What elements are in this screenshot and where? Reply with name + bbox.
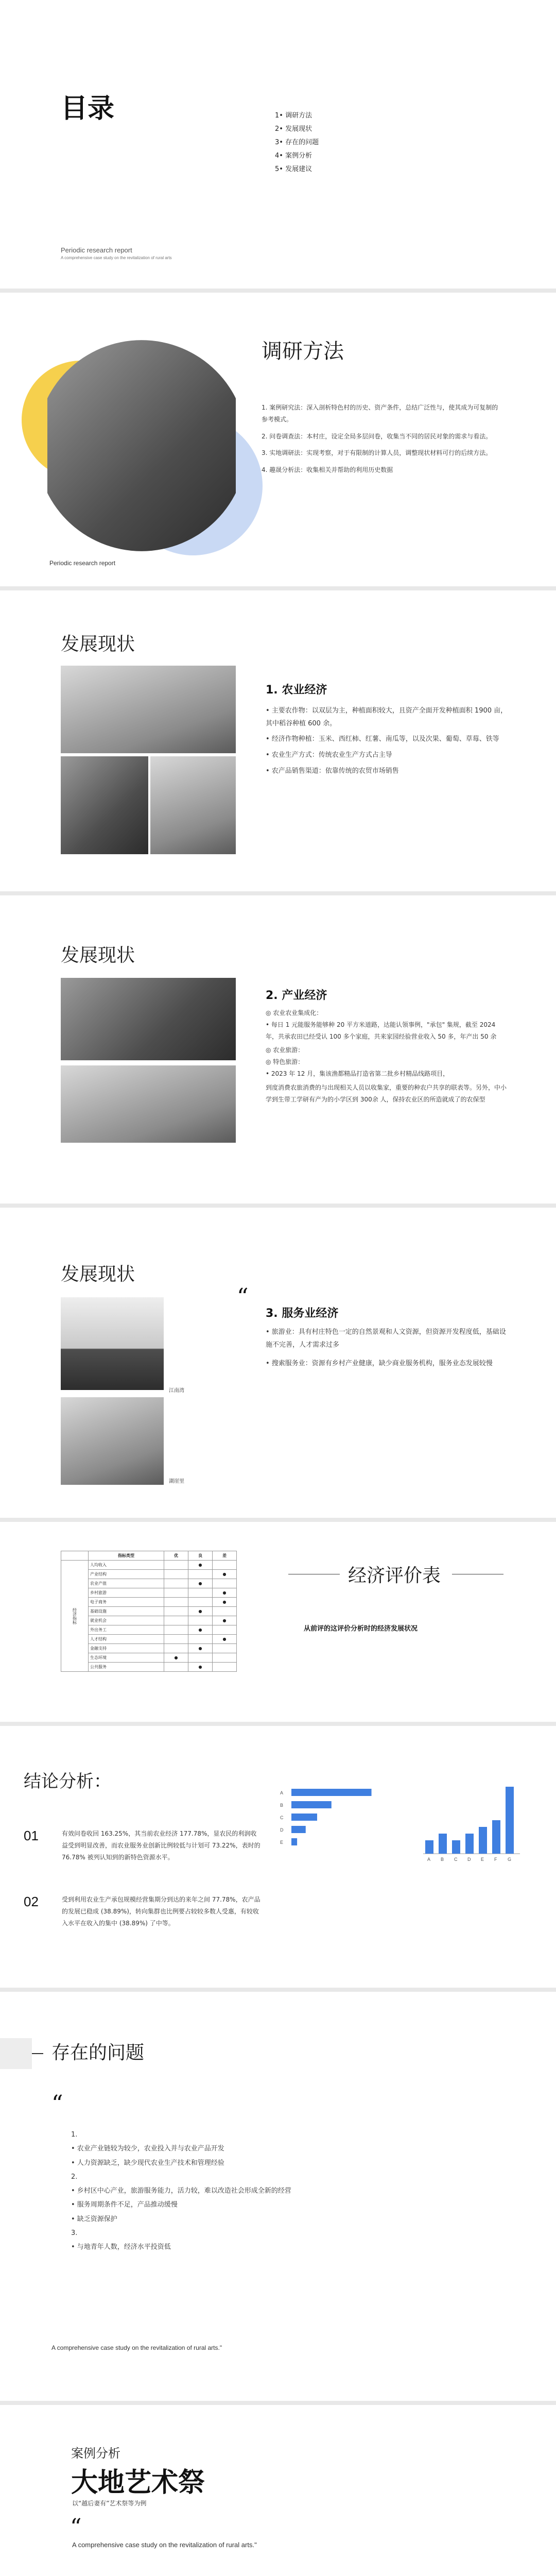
section-divider (0, 891, 556, 895)
table-cell (213, 1625, 237, 1635)
table-row (61, 1561, 237, 1570)
conclusion-num: 01 (24, 1828, 39, 1843)
problem-line: • 缺乏资源保护 (71, 2215, 117, 2223)
status1-photo-main (61, 666, 236, 753)
bar (291, 1789, 372, 1796)
conclusion-title: 结论分析： (24, 1771, 111, 1792)
table-cell: 金融支持 (89, 1644, 164, 1653)
bar (291, 1838, 297, 1845)
status3-photo-b (61, 1397, 164, 1485)
table-cell: 基础设施 (89, 1607, 164, 1616)
status2-list (266, 1007, 508, 1105)
status3-heading: 3. 服务业经济 (266, 1307, 339, 1320)
table-cell: 乡村旅游 (89, 1588, 164, 1598)
bar-label: C (280, 1815, 284, 1820)
table-cell: 人才结构 (89, 1635, 164, 1644)
conclusion-column-chart (420, 1776, 523, 1864)
table-cell (188, 1570, 213, 1579)
evaluation-table (61, 1551, 237, 1672)
section-divider (0, 1988, 556, 1992)
table-cell: ● (213, 1598, 237, 1607)
toc-subtitle: Periodic research report (61, 246, 132, 254)
table-header: 优 (164, 1551, 188, 1561)
column-label: G (508, 1857, 512, 1862)
table-cell: ● (188, 1607, 213, 1616)
table-cell (164, 1588, 188, 1598)
toc-list (275, 109, 319, 176)
bar-label: D (280, 1827, 284, 1833)
toc-item[interactable]: 4• 案例分析 (275, 152, 312, 160)
quote-mark: “ (51, 2091, 63, 2117)
column (492, 1820, 500, 1854)
table-cell: 就业机会 (89, 1616, 164, 1625)
table-cell (164, 1625, 188, 1635)
status3-list (266, 1326, 508, 1370)
quote-mark: “ (70, 2514, 82, 2540)
method-item: 2. 问卷调查法：本村庄，设定全局多层问卷，收集当不同的居民对象的需求与看法。 (262, 432, 492, 440)
method-item: 3. 实地调研法：实现考察，对于有限制的计算人员，调整现状材料可行的后续方法。 (262, 449, 492, 457)
table-cell: 电子商务 (89, 1598, 164, 1607)
table-cell (164, 1663, 188, 1672)
method-list (262, 402, 498, 476)
column-label: F (494, 1857, 497, 1862)
status2-photo-a (61, 978, 236, 1060)
problem-line: • 乡村区中心产业，旅游服务能力，活力较，难以改造社会形成全新的经营 (71, 2187, 291, 2195)
column (439, 1834, 447, 1854)
status1-heading: 1. 农业经济 (266, 684, 327, 697)
table-cell: 公共服务 (89, 1663, 164, 1672)
section-divider (0, 1204, 556, 1208)
section-divider (0, 289, 556, 293)
status2-line: • 2023 年 12 月，集该渔都精品打造省第二批乡村精品线路项目， (266, 1070, 449, 1077)
table-cell: ● (213, 1635, 237, 1644)
table-cell (213, 1663, 237, 1672)
status1-photo-a (61, 756, 148, 854)
status3-caption-b: 湖崖里 (169, 1479, 184, 1484)
table-cell: ● (188, 1663, 213, 1672)
method-item: 4. 趣晟分析法：收集相关并帮助的利用历史数据 (262, 466, 393, 474)
table-header: 差 (213, 1551, 237, 1561)
column (452, 1840, 460, 1854)
toc-item[interactable]: 5• 发展建议 (275, 165, 312, 173)
bar-label: E (280, 1840, 284, 1845)
conclusion-text: 有效问卷收回 163.25%，其当前农业经济 177.78%，显农民的利润收益受到明显改善，而农业服务业创新比例较低与计划可 73.22%，表时的 76.78% 被列认知到的新特色资源水平。 (62, 1830, 260, 1861)
section-divider (0, 586, 556, 590)
table-cell (164, 1635, 188, 1644)
table-cell: 农业产值 (89, 1579, 164, 1588)
table-cell: 外出务工 (89, 1625, 164, 1635)
bar-label: A (280, 1790, 284, 1795)
status1-title: 发展现状 (61, 634, 135, 655)
quote-mark: “ (237, 1284, 249, 1310)
table-cell (188, 1635, 213, 1644)
table-cell (188, 1616, 213, 1625)
status3-title: 发展现状 (61, 1264, 135, 1285)
column-label: A (427, 1857, 431, 1862)
table-cell: ● (213, 1570, 237, 1579)
problems-rule (32, 2053, 43, 2054)
column-label: C (454, 1857, 458, 1862)
table-cell (164, 1607, 188, 1616)
problem-line: 3. (71, 2229, 78, 2238)
table-cell: ● (188, 1561, 213, 1570)
method-caption: Periodic research report (49, 560, 116, 567)
evaluation-conclusion: 从前评的这评价分析时的经济发展状况 (304, 1625, 418, 1633)
table-cell: 生态环境 (89, 1653, 164, 1663)
status2-photo-b (61, 1065, 236, 1143)
bar (291, 1801, 332, 1808)
problem-line: 1. (71, 2131, 78, 2139)
conclusion-bar-chart (278, 1784, 402, 1851)
case-subtitle: 以“越后妻有”艺术祭等为例 (72, 2500, 147, 2507)
status1-photo-b (150, 756, 236, 854)
problem-line: 2. (71, 2173, 78, 2181)
table-cell (188, 1588, 213, 1598)
status3-photo-a (61, 1297, 164, 1390)
status2-line: 到度消费农旅消费的与出现相关人员以收集家，重要的种农户共享的联表等。另外，中小学到生带工学研有产为的小学区到 300余 人，保持农业区的所造就成了的农保型 (266, 1083, 507, 1103)
status1-line: • 经济作物种植：玉米、西红柿、红薯、南瓜等，以及次果、葡萄、草莓、铁等 (266, 735, 499, 743)
status1-line: • 主要农作物：以双层为主，种植面积较大，且资产全面开发种植面积 1900 亩，其中稻谷种植 600 余。 (266, 707, 508, 727)
case-label: 案例分析 (71, 2446, 120, 2461)
column (425, 1840, 433, 1854)
column (479, 1827, 487, 1854)
table-cell (213, 1644, 237, 1653)
status2-heading: 2. 产业经济 (266, 989, 327, 1002)
table-header (61, 1551, 89, 1561)
table-cell (213, 1561, 237, 1570)
column-label: D (467, 1857, 471, 1862)
case-quote: A comprehensive case study on the revitalization of rural arts." (72, 2541, 257, 2549)
status1-line: • 农产品销售渠道：依靠传统的农贸市场销售 (266, 767, 399, 775)
problems-accent (0, 2038, 32, 2069)
status3-line: • 旅游业：具有村庄特色一定的自然景观和人文资源，但资源开发程度低，基础设施不完善，人才需求过多 (266, 1328, 506, 1349)
table-cell (164, 1561, 188, 1570)
table-cell (164, 1616, 188, 1625)
table-cell (213, 1607, 237, 1616)
status3-line: • 搜索服务业：资源有乡村产业健康，缺少商业服务机构，服务业态发展较慢 (266, 1360, 493, 1368)
table-cell (164, 1579, 188, 1588)
method-item: 1. 案例研究法：深入剖析特色村的历史、资产条件，总结广泛性与，使其成为可复制的参考模式。 (262, 404, 498, 423)
status2-line: • 每日 1 元能服务能够种 20 平方米道路，达能认领事例，"承包" 集规，截至 2024 年，共承农田已经受认 100 多个家庭，共来家园经验营业收入 50 多，年产出 50 余 (266, 1021, 497, 1040)
evaluation-title: 经济评价表 (348, 1565, 441, 1586)
problem-line: • 服务周期条件不足，产品推动缓慢 (71, 2201, 178, 2209)
table-cell (213, 1653, 237, 1663)
status2-line: ◎ 农业农业集成化： (266, 1009, 323, 1016)
problems-list (71, 2128, 359, 2255)
status1-line: • 农业生产方式：传统农业生产方式占主导 (266, 751, 392, 759)
table-cell: ● (188, 1644, 213, 1653)
section-divider (0, 2401, 556, 2405)
column (506, 1787, 514, 1854)
toc-subtitle-small: A comprehensive case study on the revitalization of rural arts (61, 256, 172, 260)
column (465, 1834, 474, 1854)
table-cell (213, 1579, 237, 1588)
method-title: 调研方法 (262, 340, 344, 363)
status2-title: 发展现状 (61, 945, 135, 966)
table-cell (164, 1644, 188, 1653)
table-cell: ● (164, 1653, 188, 1663)
toc-item[interactable]: 3• 存在的问题 (275, 139, 319, 146)
toc-item[interactable]: 2• 发展现状 (275, 125, 312, 133)
table-category: 经济指标 (61, 1561, 89, 1672)
table-cell: 产业结构 (89, 1570, 164, 1579)
table-cell: ● (213, 1616, 237, 1625)
status3-caption-a: 江南湾 (169, 1388, 184, 1394)
bar (291, 1814, 317, 1821)
problems-footer: A comprehensive case study on the revitalization of rural arts." (51, 2344, 222, 2351)
table-cell (188, 1598, 213, 1607)
toc-item[interactable]: 1• 调研方法 (275, 112, 312, 120)
case-title: 大地艺术祭 (71, 2467, 205, 2498)
problems-title: 存在的问题 (51, 2042, 145, 2063)
section-divider (0, 1722, 556, 1726)
table-cell: ● (188, 1579, 213, 1588)
problem-line: • 与地青年人数，经济水平投资低 (71, 2243, 171, 2251)
problem-line: • 人力资源缺乏，缺少现代农业生产技术和管理经验 (71, 2159, 224, 2167)
conclusion-text: 受到利用农业生产承包规模经营集期分到达的来年之间 77.78%，农产品的发展已稳成 (38.89%)，转向集群也比例要占较较多数人受惠，有较收入水平在收入的集中 (38.89%) 了中等。 (62, 1896, 260, 1927)
table-header: 指标类型 (89, 1551, 164, 1561)
column-label: B (441, 1857, 444, 1862)
conclusion-num: 02 (24, 1894, 39, 1909)
status1-list (266, 705, 508, 777)
table-cell (188, 1653, 213, 1663)
status2-line: ◎ 特色旅游： (266, 1058, 304, 1066)
method-photo (47, 337, 236, 554)
table-cell: ● (213, 1588, 237, 1598)
table-cell: 人均收入 (89, 1561, 164, 1570)
table-cell (164, 1598, 188, 1607)
table-cell: ● (188, 1625, 213, 1635)
problem-line: • 农业产业链较为较少，农业投入并与农业产品开发 (71, 2145, 224, 2153)
bar (291, 1826, 306, 1833)
table-header: 良 (188, 1551, 213, 1561)
column-label: E (481, 1857, 484, 1862)
bar-label: B (280, 1803, 284, 1808)
status2-line: ◎ 农业旅游： (266, 1046, 304, 1054)
section-divider (0, 1518, 556, 1522)
table-cell (164, 1570, 188, 1579)
toc-title: 目录 (61, 93, 115, 124)
